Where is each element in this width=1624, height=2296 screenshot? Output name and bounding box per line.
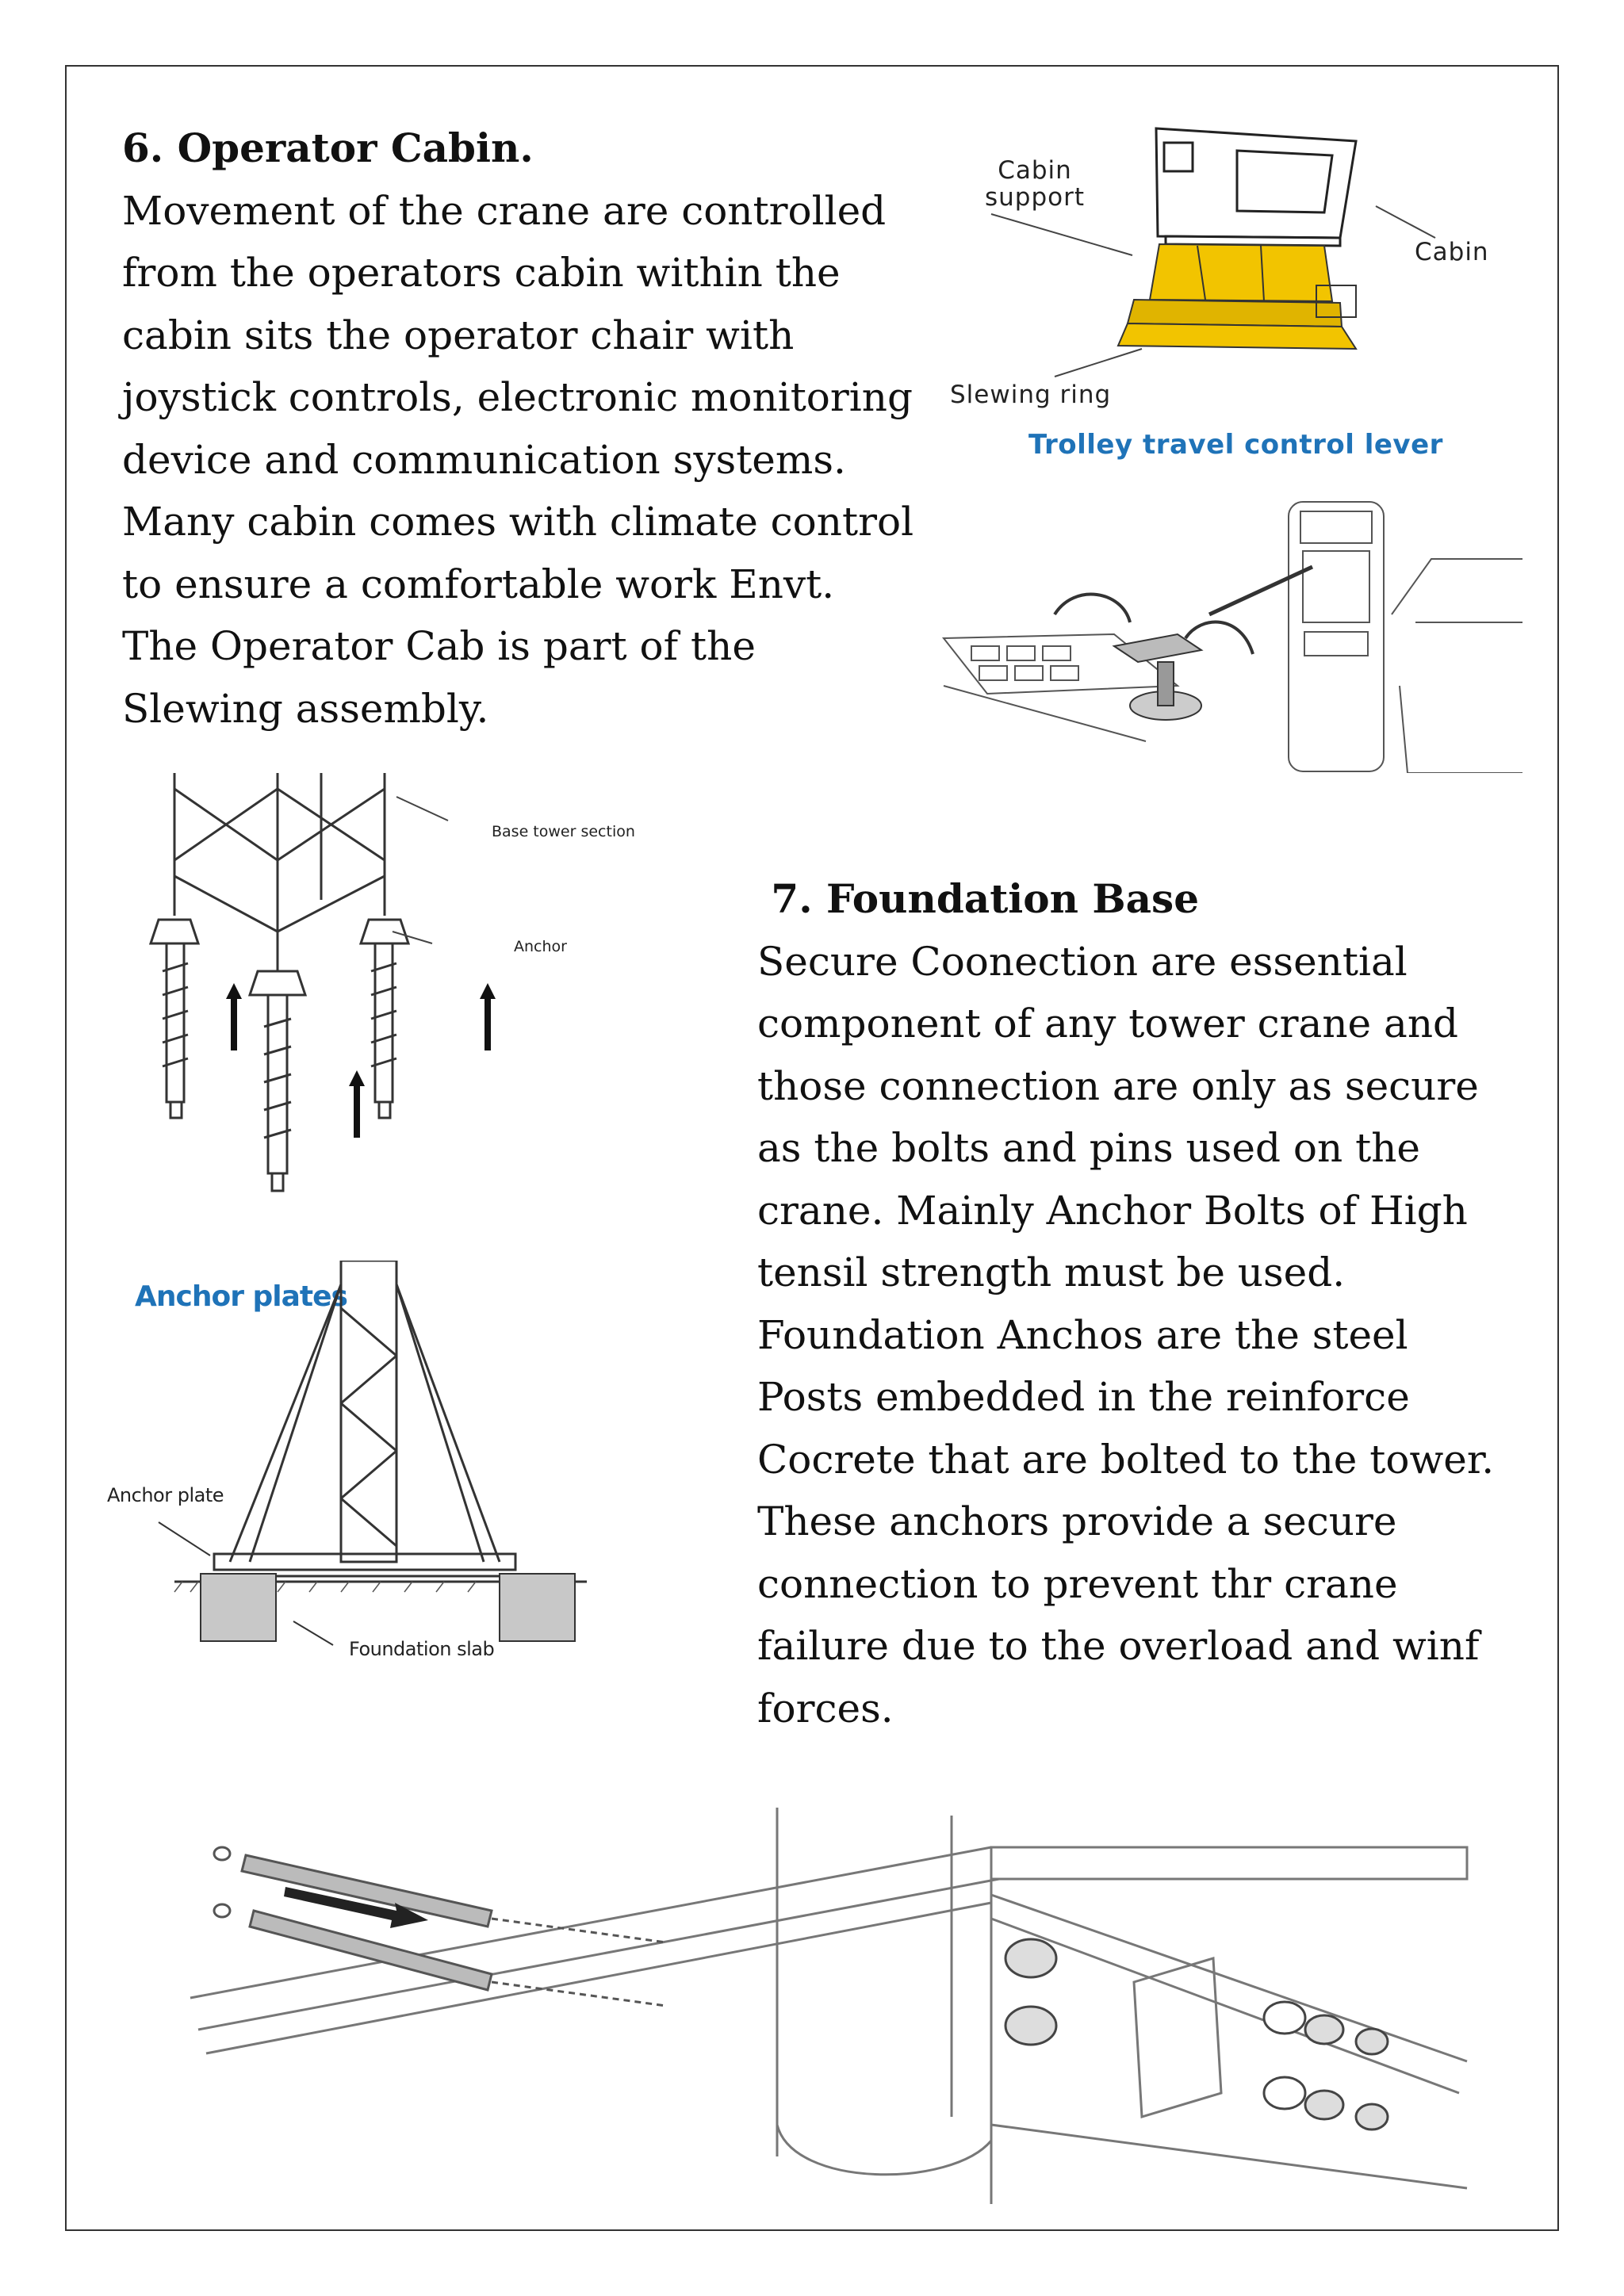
cabin-figure [944, 119, 1522, 420]
anchor-leg-right [361, 920, 408, 1118]
label-anchor: Anchor [514, 938, 567, 955]
joystick-icon [1055, 567, 1312, 720]
anchor-plates-figure [95, 1261, 603, 1673]
section-7-paragraph-1: Secure Coonection are essential component of any tower crane and those connection are only as secure as the bolts and pins used on the crane. Mainly Anchor Bolts of High tensil strength must be used. [757, 938, 1479, 1295]
cabin-support-yellow [1118, 244, 1356, 349]
label-slewing-ring: Slewing ring [950, 381, 1112, 409]
anchor-leg-left [151, 920, 198, 1118]
section-7-paragraph-2: Foundation Anchos are the steel Posts embedded in the reinforce Cocrete that are bolted to the tower. These anchors provide a secure connection to prevent thr crane failure due to the overload and winf forces. [757, 1311, 1495, 1732]
label-anchor-plate: Anchor plate [107, 1484, 224, 1506]
cabin-illustration [1156, 128, 1356, 246]
label-cabin: Cabin [1415, 238, 1489, 266]
label-cabin-support: Cabin support [984, 156, 1086, 212]
tower-anchor-figure [139, 773, 678, 1217]
anchor-plates-title: Anchor plates [135, 1280, 347, 1313]
section-7-text [757, 868, 1519, 1739]
trolley-control-figure [940, 424, 1522, 773]
bolt-assembly-figure [159, 1744, 1507, 2220]
trolley-figure-title: Trolley travel control lever [1028, 429, 1443, 461]
label-base-tower-section: Base tower section [492, 823, 635, 840]
anchor-leg-center [250, 971, 305, 1191]
foundation-slab-blocks [201, 1574, 575, 1641]
label-foundation-slab: Foundation slab [349, 1638, 495, 1660]
section-6-title: 6. Operator Cabin. [122, 124, 534, 171]
section-6-text [122, 117, 915, 740]
up-arrow-icon [226, 983, 496, 1138]
section-7-title: 7. Foundation Base [757, 875, 1200, 922]
bolt-pins [214, 1847, 666, 2006]
section-6-body: Movement of the crane are controlled from the operators cabin within the cabin sits the operator chair with joystick controls, electronic monitoring device and communication systems. Many cabin comes with climate control to ensure a comfortable work Envt. The Operator Cab is part of the Slewing assembly. [122, 187, 914, 732]
